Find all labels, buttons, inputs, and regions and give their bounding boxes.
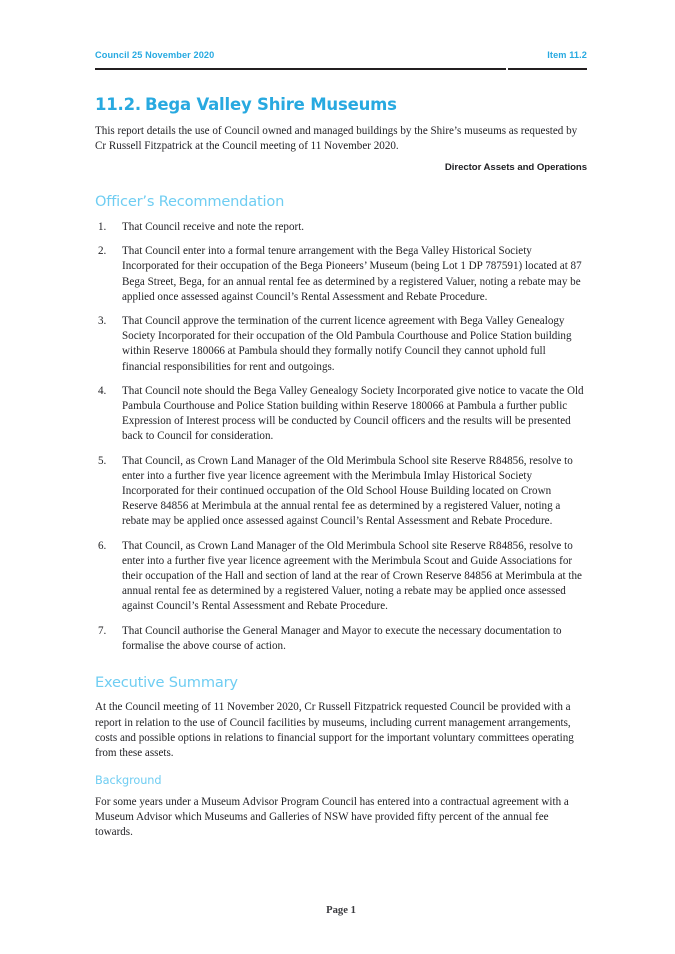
recommendations-list — [95, 220, 587, 654]
list-item-number: 5. — [98, 454, 107, 467]
executive-summary-paragraph: At the Council meeting of 11 November 2020, Cr Russell Fitzpatrick requested Council be provided with a report in relation to the use of Council facilities by museums, including current management arrangements, costs and possible options in relations to financial support for the important voluntary committees operating from these assets. — [95, 701, 574, 760]
list-item-number: 6. — [98, 539, 107, 552]
footer-page-number: 1 — [350, 905, 356, 916]
background-paragraph: For some years under a Museum Advisor Program Council has entered into a contractual agreement with a Museum Advisor which Museums and Galleries of NSW have provided fifty percent of the annual fee towards. — [95, 795, 569, 839]
list-item-number: 2. — [98, 245, 107, 258]
list-item-text: That Council note should the Bega Valley Genealogy Society Incorporated give notice to vacate the Old Pambula Courthouse and Police Station building within Reserve 180066 at Pambula a further public Expression of Interest process will be conducted by Council officers and the results will be presented back to Council for consideration. — [122, 384, 584, 443]
list-item-number: 7. — [98, 624, 107, 637]
page-title-text: Bega Valley Shire Museums — [144, 95, 397, 114]
list-item-text: That Council enter into a formal tenure arrangement with the Bega Valley Historical Society Incorporated for their occupation of the Bega Pioneers’ Museum (being Lot 1 DP 787591) located at 87 Bega Street, Bega, for an annual rental fee as determined by a registered Valuer, noting a rebate may be applied once assessed against Council’s Rental Assessment and Rebate Procedure. — [122, 245, 582, 303]
document-header — [95, 50, 587, 72]
list-item-text: That Council approve the termination of the current licence agreement with Bega Valley Genealogy Society Incorporated for their occupation of the Old Pambula Courthouse and Police Station building within Reserve 180066 at Pambula should they formally notify Council they cannot uphold full financial responsibilities for rent and outgoings. — [122, 314, 572, 373]
attribution-line: Director Assets and Operations — [444, 162, 587, 174]
list-item — [95, 624, 587, 654]
footer-page-label: Page — [326, 905, 348, 916]
page-title — [95, 96, 587, 115]
list-item — [95, 384, 587, 445]
list-item-number: 4. — [98, 384, 107, 397]
list-item-number: 1. — [98, 220, 107, 233]
list-item — [95, 539, 587, 615]
document-body — [95, 124, 587, 840]
list-item-text: That Council receive and note the report. — [122, 220, 305, 233]
intro-paragraph: This report details the use of Council owned and managed buildings by the Shire’s museums as requested by Cr Russell Fitzpatrick at the Council meeting of 11 November 2020. — [95, 125, 578, 153]
header-meeting-label: Council 25 November 2020 — [95, 50, 215, 60]
title-block — [95, 96, 587, 115]
background-heading: Background — [95, 774, 162, 788]
list-item-text: That Council authorise the General Manager and Mayor to execute the necessary documentation to formalise the above course of action. — [122, 624, 562, 652]
officers-recommendation-heading: Officer’s Recommendation — [95, 193, 285, 211]
header-row — [95, 50, 587, 60]
list-item-text: That Council, as Crown Land Manager of the Old Merimbula School site Reserve R84856, resolve to enter into a further five year licence agreement with the Merimbula Imlay Historical Society Incorporated for their continued occupation of the Old School House Building located on Crown Reserve 84856 at Merimbula at the annual rental fee as determined by a registered Valuer, noting a rebate may be applied once assessed against Council’s Rental Assessment and Rebate Procedure. — [122, 454, 573, 528]
document-footer — [95, 900, 587, 918]
header-divider-rule — [95, 68, 587, 70]
list-item — [95, 244, 587, 305]
list-item-number: 3. — [98, 314, 107, 327]
list-item — [95, 454, 587, 530]
page-title-number: 11.2. — [95, 95, 141, 114]
header-item-label: Item 11.2 — [547, 50, 587, 60]
list-item — [95, 220, 587, 235]
list-item-text: That Council, as Crown Land Manager of the Old Merimbula School site Reserve R84856, resolve to enter into a further five year licence agreement with the Merimbula Scout and Guide Associations for their occupation of the Hall and section of land at the rear of Crown Reserve 84856 at Merimbula at the annual rental fee as determined by a registered Valuer, noting a rebate may be applied once assessed against Council’s Rental Assessment and Rebate Procedure. — [122, 539, 582, 613]
list-item — [95, 314, 587, 375]
executive-summary-heading: Executive Summary — [95, 673, 238, 691]
